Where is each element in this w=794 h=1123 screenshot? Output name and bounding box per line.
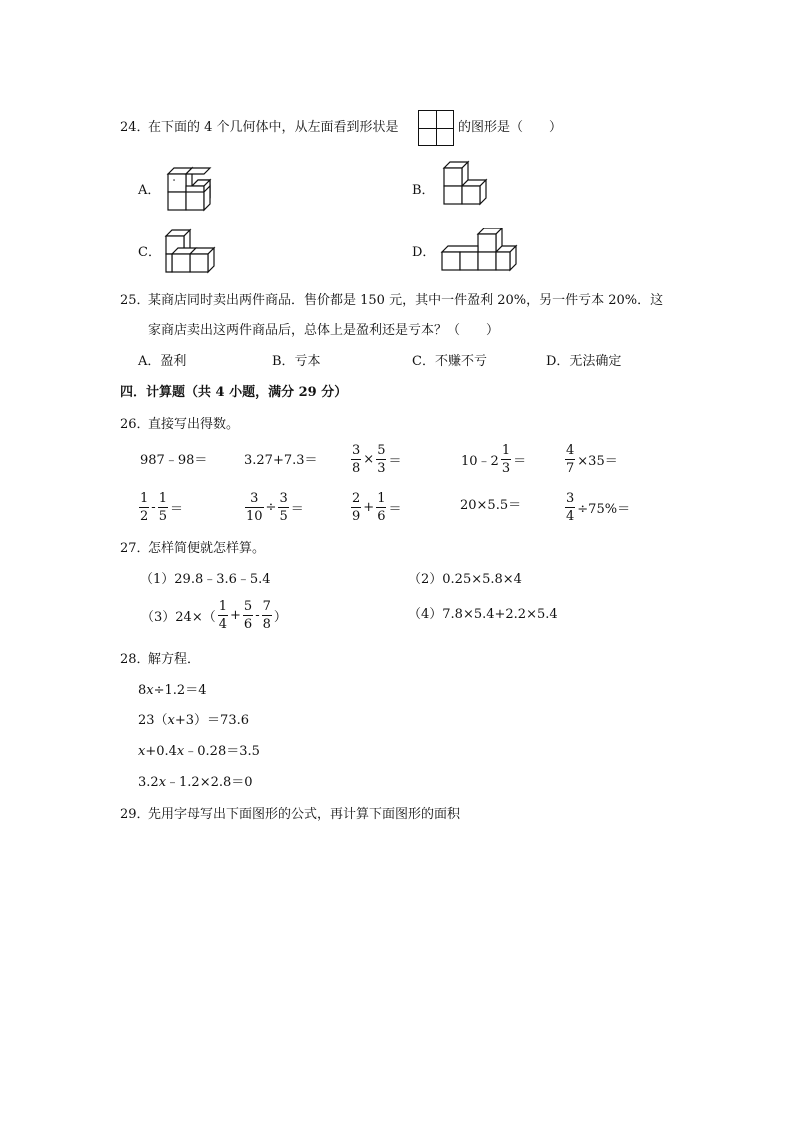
q27-item-4: （4）7.8×5.4+2.2×5.4 xyxy=(408,607,558,622)
q24-text-after: 的图形是（ ） xyxy=(458,120,563,135)
fraction: $\frac{3}{8}$ xyxy=(352,443,361,476)
q25-option-d[interactable]: D．无法确定 xyxy=(546,354,622,369)
q24-number: 24． xyxy=(120,120,150,135)
q28-equation-1: 8x÷1.2＝4 xyxy=(138,683,207,698)
q26-number: 26． xyxy=(120,417,150,432)
fraction: $\frac{1}{4}$ xyxy=(218,599,227,632)
q26-r1-e2: 3.27+7.3＝ xyxy=(244,453,318,468)
fraction: $\frac{3}{4}$ xyxy=(566,491,575,524)
q24-option-b-label[interactable]: B． xyxy=(412,183,435,198)
cube-stack-c-icon xyxy=(160,224,232,282)
q26-r1-e5: $\frac{4}{7}$ ×35＝ xyxy=(566,443,618,476)
q27-number: 27． xyxy=(120,541,150,556)
q24-option-d-label[interactable]: D． xyxy=(412,245,436,260)
cube-stack-d-icon xyxy=(436,228,520,278)
q25-line2: 家商店卖出这两件商品后，总体上是盈利还是亏本？（ ） xyxy=(148,323,500,338)
q26-r2-e1: $\frac{1}{2}$ - $\frac{1}{5}$ ＝ xyxy=(140,491,183,524)
q29-text: 先用字母写出下面图形的公式，再计算下面图形的面积 xyxy=(148,807,461,822)
q27-item-3: （3）24×（ $\frac{1}{4}$ + $\frac{5}{6}$ - $\frac{7}{8}$ ） xyxy=(141,599,287,632)
q26-r1-e1: 987﹣98＝ xyxy=(140,453,208,468)
left-view-grid-icon xyxy=(418,110,454,146)
fraction: $\frac{1}{6}$ xyxy=(377,491,386,524)
q25-option-b[interactable]: B．亏本 xyxy=(272,354,321,369)
fraction: $\frac{3}{5}$ xyxy=(279,491,288,524)
q26-r2-e3: $\frac{2}{9}$ + $\frac{1}{6}$ ＝ xyxy=(352,491,402,524)
q25-number: 25． xyxy=(120,293,150,308)
section-4-title: 四．计算题（共 4 小题，满分 29 分） xyxy=(120,385,348,400)
cube-stack-a-icon xyxy=(162,160,218,218)
q28-equation-2: 23（x+3）＝73.6 xyxy=(138,713,249,728)
q24-text-before: 在下面的 4 个几何体中，从左面看到形状是 xyxy=(148,120,399,135)
fraction: $\frac{3}{10}$ xyxy=(246,491,263,524)
q26-r2-e4: 20×5.5＝ xyxy=(460,498,522,513)
q26-r1-e3: $\frac{3}{8}$ × $\frac{5}{3}$ ＝ xyxy=(352,443,402,476)
q25-option-c[interactable]: C．不赚不亏 xyxy=(412,354,487,369)
q25-line1: 某商店同时卖出两件商品．售价都是 150 元，其中一件盈利 20%，另一件亏本 20%．这 xyxy=(148,293,664,308)
q29-number: 29． xyxy=(120,807,150,822)
q27-item-2: （2）0.25×5.8×4 xyxy=(408,572,522,587)
fraction: $\frac{5}{3}$ xyxy=(377,443,386,476)
q28-text: 解方程． xyxy=(148,652,201,667)
q26-text: 直接写出得数。 xyxy=(148,417,240,432)
fraction: $\frac{7}{8}$ xyxy=(262,599,271,632)
fraction: $\frac{4}{7}$ xyxy=(566,443,575,476)
cube-stack-b-icon xyxy=(434,160,490,218)
q26-r1-e4: 10﹣2 $\frac{1}{3}$ ＝ xyxy=(461,443,527,476)
q24-option-c-label[interactable]: C． xyxy=(138,245,161,260)
q28-number: 28． xyxy=(120,652,150,667)
q25-option-a[interactable]: A．盈利 xyxy=(138,354,187,369)
fraction: $\frac{1}{2}$ xyxy=(140,491,149,524)
fraction: $\frac{2}{9}$ xyxy=(352,491,361,524)
q27-text: 怎样简便就怎样算。 xyxy=(148,541,266,556)
fraction: $\frac{1}{5}$ xyxy=(158,491,167,524)
q26-r2-e5: $\frac{3}{4}$ ÷75%＝ xyxy=(566,491,631,524)
q26-r2-e2: $\frac{3}{10}$ ÷ $\frac{3}{5}$ ＝ xyxy=(246,491,304,524)
q27-item-1: （1）29.8﹣3.6﹣5.4 xyxy=(140,572,271,587)
q24-option-a-label[interactable]: A． xyxy=(138,183,161,198)
fraction: $\frac{5}{6}$ xyxy=(243,599,253,632)
q28-equation-4: 3.2x﹣1.2×2.8＝0 xyxy=(138,775,253,790)
q28-equation-3: x+0.4x﹣0.28＝3.5 xyxy=(138,744,260,759)
fraction: $\frac{1}{3}$ xyxy=(501,443,511,476)
